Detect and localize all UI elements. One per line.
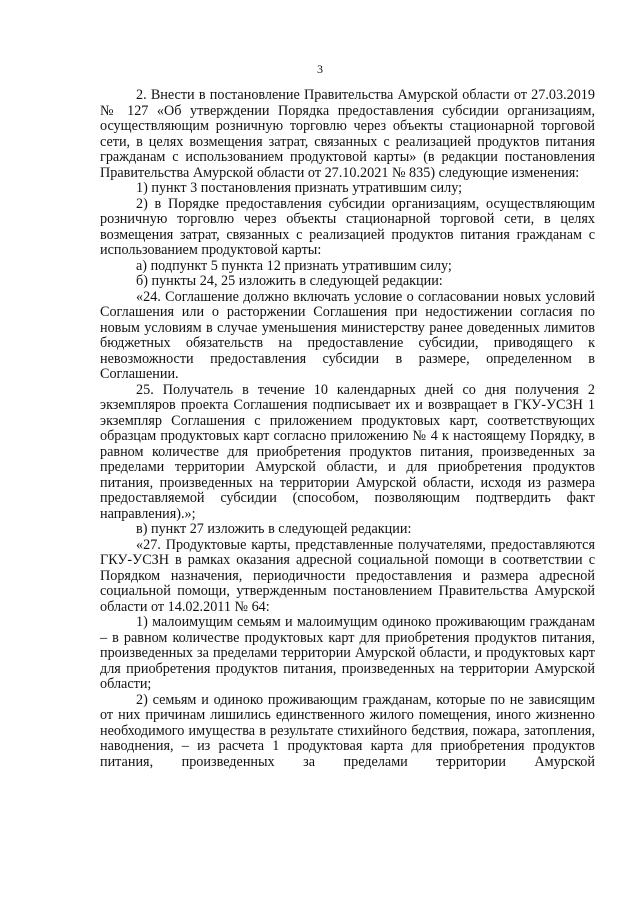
paragraph-clause-27-item-2: 2) семьям и одиноко проживающим гражданам, которые по не зависящим от них причинам лишились единственного жилого помещения, иного жизненно необходимого имущества в результате стихийного бедствия, пожара, затопления, наводнения, – из расчета 1 продуктовая карта для приобретения продуктов питания, произведенных за пределами территории Амурской xyxy=(100,691,595,770)
page-number: 3 xyxy=(317,62,323,76)
paragraph-amendment-intro: 2. Внести в постановление Правительства Амурской области от 27.03.2019 № 127 «Об утверждении Порядка предоставления субсидии организациям, осуществляющим розничную торговлю через объекты стационарной торговой сети, в целях возмещения затрат, связанных с реализацией продуктов питания гражданам с использованием продуктовой карты» (в редакции постановления Правительства Амурской области от 27.10.2021 № 835) следующие изменения: xyxy=(100,87,595,181)
paragraph-subitem-a: а) подпункт 5 пункта 12 признать утратившим силу; xyxy=(136,257,452,274)
paragraph-clause-27: «27. Продуктовые карты, представленные получателями, предоставляются ГКУ-УСЗН в рамках оказания адресной социальной помощи в соответствии с Порядком назначения, периодичности предоставления и размера адресной социальной помощи, утвержденным постановлением Правительства Амурской области от 14.02.2011 № 64: xyxy=(100,536,595,615)
paragraph-item-2: 2) в Порядке предоставления субсидии организациям, осуществляющим розничную торговлю через объекты стационарной торговой сети, в целях возмещения затрат, связанных с реализацией продуктов питания гражданам с использованием продуктовой карты: xyxy=(100,195,595,258)
paragraph-item-1: 1) пункт 3 постановления признать утратившим силу; xyxy=(136,180,463,196)
paragraph-clause-27-item-1: 1) малоимущим семьям и малоимущим одиноко проживающим гражданам – в равном количестве продуктовых карт для приобретения продуктов питания, произведенных за пределами территории Амурской области, и продуктовых карт для приобретения продуктов питания, произведенных на территории Амурской области; xyxy=(100,614,595,692)
paragraph-subitem-b: б) пункты 24, 25 изложить в следующей редакции: xyxy=(136,273,443,289)
paragraph-clause-24: «24. Соглашение должно включать условие о согласовании новых условий Соглашения или о расторжении Соглашения при недостижении согласия по новым условиям в случае уменьшения министерству ранее доведенных лимитов бюджетных обязательств на предоставление субсидии, приводящего к невозможности предоставления субсидии в размере, определенном в Соглашении. xyxy=(100,288,595,382)
document-body xyxy=(100,88,595,770)
paragraph-clause-25: 25. Получатель в течение 10 календарных дней со дня получения 2 экземпляров проекта Соглашения подписывает их и возвращает в ГКУ-УСЗН 1 экземпляр Соглашения с приложением продуктовых карт, соответствующих образцам продуктовых карт согласно приложению № 4 к настоящему Порядку, в равном количестве для приобретения продуктов питания, произведенных за пределами территории Амурской области, и для приобретения продуктов питания, произведенных на территории Амурской области, исходя из размера предоставляемой субсидии (способом, позволяющим подтвердить факт направления).»; xyxy=(100,381,595,522)
paragraph-subitem-v: в) пункт 27 изложить в следующей редакции: xyxy=(136,521,412,537)
